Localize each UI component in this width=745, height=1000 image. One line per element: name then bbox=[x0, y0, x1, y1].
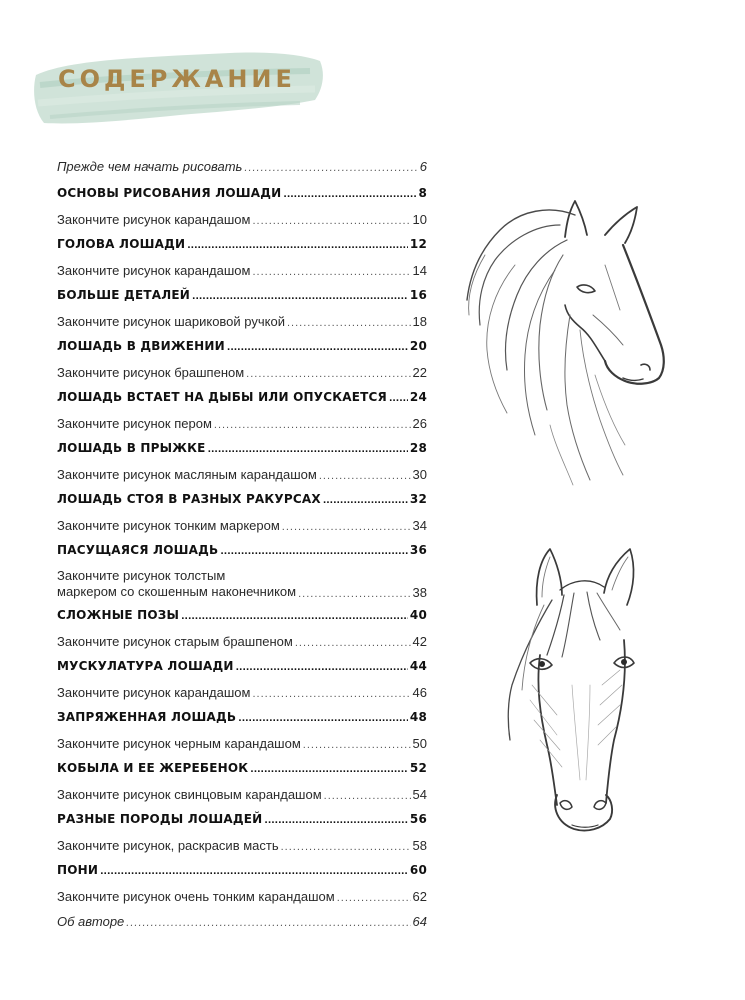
toc-chapter[interactable] bbox=[57, 288, 427, 302]
toc-entry[interactable] bbox=[57, 159, 427, 174]
toc-chapter-page: 16 bbox=[409, 288, 427, 302]
toc-entry-page: 42 bbox=[412, 634, 427, 649]
toc-chapter-page: 20 bbox=[409, 339, 427, 353]
toc-leader-dots bbox=[283, 190, 416, 200]
toc-entry-label: Закончите рисунок карандашом bbox=[57, 263, 251, 278]
toc-entry-page: 38 bbox=[412, 585, 427, 600]
toc-chapter[interactable] bbox=[57, 710, 427, 724]
toc-leader-dots bbox=[181, 612, 408, 622]
toc-chapter[interactable] bbox=[57, 441, 427, 455]
toc-leader-dots bbox=[264, 816, 407, 826]
toc-entry-page: 64 bbox=[412, 914, 427, 929]
toc-entry-label bbox=[57, 568, 296, 600]
toc-leader-dots bbox=[192, 292, 408, 302]
toc-leader-dots bbox=[298, 588, 410, 600]
toc-entry[interactable] bbox=[57, 889, 427, 904]
toc-leader-dots bbox=[324, 790, 411, 802]
toc-entry-page: 18 bbox=[412, 314, 427, 329]
toc-entry-page: 10 bbox=[412, 212, 427, 227]
toc-entry-label: Закончите рисунок очень тонким карандашом bbox=[57, 889, 335, 904]
toc-leader-dots bbox=[319, 470, 411, 482]
toc-entry[interactable] bbox=[57, 838, 427, 853]
toc-leader-dots bbox=[246, 368, 410, 380]
toc-chapter-page: 48 bbox=[409, 710, 427, 724]
toc-chapter[interactable] bbox=[57, 608, 427, 622]
toc-leader-dots bbox=[208, 445, 408, 455]
toc-leader-dots bbox=[252, 266, 410, 278]
toc-entry[interactable] bbox=[57, 467, 427, 482]
toc-chapter-label: ЛОШАДЬ СТОЯ В РАЗНЫХ РАКУРСАХ bbox=[57, 492, 321, 506]
toc-entry-page: 6 bbox=[419, 159, 427, 174]
toc-leader-dots bbox=[303, 739, 411, 751]
toc-leader-dots bbox=[187, 241, 408, 251]
toc-entry[interactable] bbox=[57, 314, 427, 329]
toc-chapter[interactable] bbox=[57, 492, 427, 506]
toc-chapter-page: 40 bbox=[409, 608, 427, 622]
toc-entry-label: Закончите рисунок брашпеном bbox=[57, 365, 245, 380]
toc-entry[interactable] bbox=[57, 787, 427, 802]
toc-entry-label: Прежде чем начать рисовать bbox=[57, 159, 243, 174]
toc-chapter-label: ЗАПРЯЖЕННАЯ ЛОШАДЬ bbox=[57, 710, 237, 724]
toc-entry-page: 30 bbox=[412, 467, 427, 482]
toc-entry-page: 62 bbox=[412, 889, 427, 904]
toc-chapter-label: МУСКУЛАТУРА ЛОШАДИ bbox=[57, 659, 234, 673]
toc-chapter[interactable] bbox=[57, 237, 427, 251]
toc-entry[interactable] bbox=[57, 568, 427, 600]
toc-entry[interactable] bbox=[57, 685, 427, 700]
toc-chapter-page: 8 bbox=[418, 186, 427, 200]
toc-entry-label: Закончите рисунок старым брашпеном bbox=[57, 634, 293, 649]
toc-leader-dots bbox=[220, 547, 408, 557]
toc-leader-dots bbox=[287, 317, 411, 329]
toc-entry[interactable] bbox=[57, 416, 427, 431]
toc-chapter-label: КОБЫЛА И ЕЕ ЖЕРЕБЕНОК bbox=[57, 761, 249, 775]
toc-leader-dots bbox=[236, 663, 408, 673]
toc-leader-dots bbox=[227, 343, 408, 353]
toc-chapter[interactable] bbox=[57, 659, 427, 673]
toc-chapter-label: ЛОШАДЬ В ДВИЖЕНИИ bbox=[57, 339, 225, 353]
toc-chapter[interactable] bbox=[57, 812, 427, 826]
toc-chapter[interactable] bbox=[57, 339, 427, 353]
horse-head-front-sketch bbox=[502, 545, 652, 835]
toc-chapter-label: РАЗНЫЕ ПОРОДЫ ЛОШАДЕЙ bbox=[57, 812, 263, 826]
toc-leader-dots bbox=[126, 917, 410, 929]
toc-entry-page: 54 bbox=[412, 787, 427, 802]
horse-head-profile-sketch bbox=[455, 195, 670, 495]
toc-leader-dots bbox=[214, 419, 411, 431]
toc-entry[interactable] bbox=[57, 736, 427, 751]
toc-entry-page: 22 bbox=[412, 365, 427, 380]
toc-chapter-page: 28 bbox=[409, 441, 427, 455]
toc-chapter-label: СЛОЖНЫЕ ПОЗЫ bbox=[57, 608, 180, 622]
toc-entry-label: Закончите рисунок пером bbox=[57, 416, 212, 431]
toc-leader-dots bbox=[282, 521, 411, 533]
toc-chapter-page: 52 bbox=[409, 761, 427, 775]
toc-chapter-label: ОСНОВЫ РИСОВАНИЯ ЛОШАДИ bbox=[57, 186, 282, 200]
toc-entry-page: 34 bbox=[412, 518, 427, 533]
toc-chapter[interactable] bbox=[57, 863, 427, 877]
toc-leader-dots bbox=[295, 637, 411, 649]
toc-chapter-page: 32 bbox=[409, 492, 427, 506]
toc-entry-label: Закончите рисунок, раскрасив масть bbox=[57, 838, 279, 853]
toc-entry-label: Закончите рисунок масляным карандашом bbox=[57, 467, 317, 482]
toc-chapter[interactable] bbox=[57, 390, 427, 404]
toc-entry-label: Закончите рисунок черным карандашом bbox=[57, 736, 301, 751]
toc-leader-dots bbox=[244, 162, 417, 174]
toc-entry-page: 46 bbox=[412, 685, 427, 700]
toc-chapter-label: ГОЛОВА ЛОШАДИ bbox=[57, 237, 186, 251]
toc-chapter-label: БОЛЬШЕ ДЕТАЛЕЙ bbox=[57, 288, 191, 302]
toc-chapter-page: 24 bbox=[409, 390, 427, 404]
toc-chapter-label: ЛОШАДЬ В ПРЫЖКЕ bbox=[57, 441, 206, 455]
toc-entry[interactable] bbox=[57, 365, 427, 380]
toc-chapter-label: ЛОШАДЬ ВСТАЕТ НА ДЫБЫ ИЛИ ОПУСКАЕТСЯ bbox=[57, 390, 387, 404]
toc-entry-page: 50 bbox=[412, 736, 427, 751]
toc-chapter-label: ПАСУЩАЯСЯ ЛОШАДЬ bbox=[57, 543, 219, 557]
toc-entry[interactable] bbox=[57, 518, 427, 533]
toc-chapter[interactable] bbox=[57, 543, 427, 557]
toc-chapter-page: 44 bbox=[409, 659, 427, 673]
toc-chapter[interactable] bbox=[57, 186, 427, 200]
toc-leader-dots bbox=[252, 688, 410, 700]
toc-chapter-page: 36 bbox=[409, 543, 427, 557]
toc-entry[interactable] bbox=[57, 914, 427, 929]
toc-entry-page: 58 bbox=[412, 838, 427, 853]
toc-entry[interactable] bbox=[57, 212, 427, 227]
toc-entry-label-line1: Закончите рисунок толстым bbox=[57, 568, 226, 583]
toc-chapter-label: ПОНИ bbox=[57, 863, 99, 877]
toc-chapter[interactable] bbox=[57, 761, 427, 775]
toc-leader-dots bbox=[337, 892, 411, 904]
page-title: СОДЕРЖАНИЕ bbox=[58, 65, 296, 93]
toc-leader-dots bbox=[250, 765, 408, 775]
toc-entry[interactable] bbox=[57, 263, 427, 278]
toc-leader-dots bbox=[281, 841, 411, 853]
toc-leader-dots bbox=[238, 714, 408, 724]
toc-chapter-page: 60 bbox=[409, 863, 427, 877]
toc-entry-page: 14 bbox=[412, 263, 427, 278]
toc-leader-dots bbox=[252, 215, 410, 227]
toc-entry-label: Закончите рисунок шариковой ручкой bbox=[57, 314, 285, 329]
toc-chapter-page: 12 bbox=[409, 237, 427, 251]
toc-entry-label: Закончите рисунок свинцовым карандашом bbox=[57, 787, 322, 802]
toc-chapter-page: 56 bbox=[409, 812, 427, 826]
title-block bbox=[30, 45, 330, 130]
toc-entry[interactable] bbox=[57, 634, 427, 649]
toc-entry-label: Закончите рисунок карандашом bbox=[57, 685, 251, 700]
toc-entry-label: Закончите рисунок тонким маркером bbox=[57, 518, 280, 533]
toc-entry-label: Об авторе bbox=[57, 914, 125, 929]
toc-entry-label: Закончите рисунок карандашом bbox=[57, 212, 251, 227]
toc-entry-label-line2: маркером со скошенным наконечником bbox=[57, 584, 297, 599]
toc-entry-page: 26 bbox=[412, 416, 427, 431]
toc-leader-dots bbox=[389, 394, 408, 404]
toc-leader-dots bbox=[323, 496, 408, 506]
toc-leader-dots bbox=[100, 867, 408, 877]
